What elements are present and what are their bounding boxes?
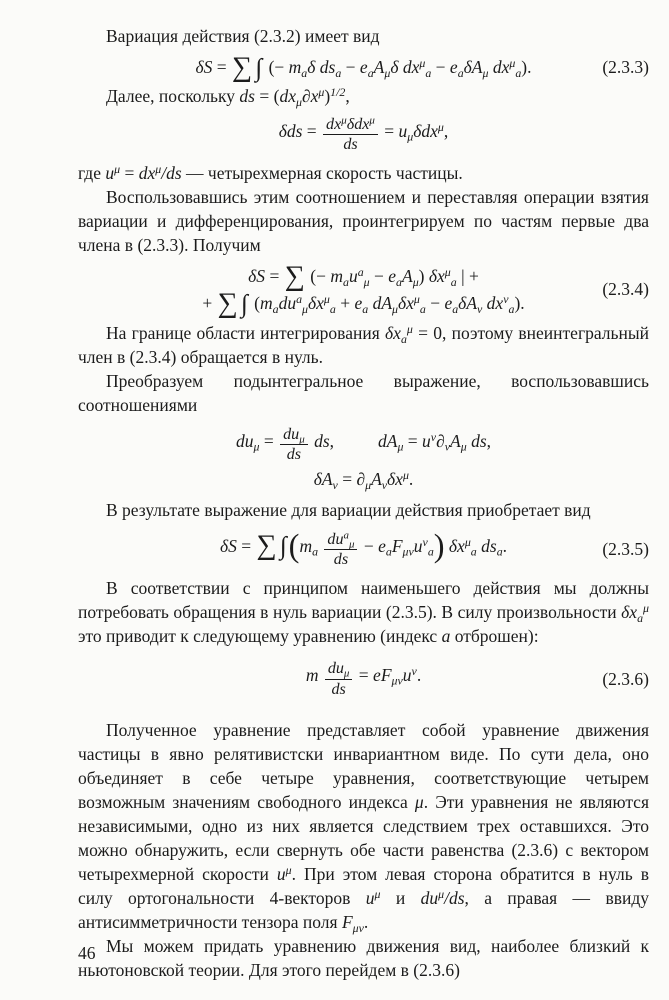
- paragraph-least-action: В соответствии с принципом наименьшего действия мы должны потребовать обращения в нуль вариации (2.3.5). В силу произвольности $\delta x_a^\mu$ это приводит к следующему уравнению (индекс a отброшен):: [78, 578, 649, 647]
- equation-2-3-3-body: δS = ∑ ∫ (− $m_a\delta$ $ds_a - e_aA_\mu\delta$ $dx^\mu_a - e_a\delta A_\mu$ $dx^\mu_a$).: [195, 51, 532, 83]
- equation-2-3-4-line2: + ∑ ∫ ($m_adu^a_\mu\delta x^\mu_a + e_a$ $dA_\mu\delta x^\mu_a - e_a\delta A_\nu$ $dx^\nu_a$).: [202, 287, 525, 319]
- equation-number-2-3-4: (2.3.4): [602, 279, 649, 300]
- equation-du-relations: [78, 426, 649, 491]
- paragraph-four-velocity: где $u^\mu = dx^\mu/ds$ — четырехмерная скорость частицы.: [78, 161, 463, 183]
- equation-2-3-3: [78, 51, 649, 83]
- paragraph-integrate-by-parts: Воспользовавшись этим соотношением и переставляя операции взятия вариации и дифференцирования, проинтегрируем по частям первые два члена в (2.3.3). Получим: [78, 186, 649, 255]
- equation-2-3-6-body: m $\frac{du_\mu}{ds}$ = $eF_{\mu\nu}u^\nu$.: [305, 660, 422, 698]
- page-number: 46: [78, 943, 96, 963]
- equation-2-3-4: [78, 260, 649, 319]
- paragraph-transform-integrand: Преобразуем подынтегральное выражение, воспользовавшись соотношениями: [78, 370, 649, 415]
- paragraph-result-intro: В результате выражение для вариации действия приобретает вид: [106, 499, 591, 520]
- equation-delta-ds: [78, 116, 649, 154]
- paragraph-boundary-term: На границе области интегрирования $\delta x_a^\mu = 0$, поэтому внеинтегральный член в (2.3.4) обращается в нуль.: [78, 321, 649, 367]
- equation-number-2-3-3: (2.3.3): [602, 57, 649, 77]
- equation-2-3-5: [78, 527, 649, 569]
- equation-2-3-6: [78, 660, 649, 698]
- equation-2-3-4-line1: δS = ∑ (− $m_au^a_\mu - e_aA_\mu$) $\delta x^\mu_a$ | +: [248, 260, 479, 292]
- paragraph-ds-definition: Далее, поскольку ds = $(dx_\mu\partial x^\mu)^{1/2}$,: [106, 85, 350, 109]
- equation-du-line2: $\delta A_\nu = \partial_\mu A_\nu\delta x^\mu$.: [313, 467, 414, 492]
- equation-delta-ds-body: δds = $\frac{dx^\mu\delta dx^\mu}{ds}$ = $u_\mu\delta dx^\mu$,: [278, 114, 449, 154]
- equation-number-2-3-5: (2.3.5): [602, 539, 649, 560]
- paragraph-variation-intro: Вариация действия (2.3.2) имеет вид: [106, 26, 380, 46]
- paragraph-equation-discussion: Полученное уравнение представляет собой уравнение движения частицы в явно релятивистски инвариантном виде. По сути дела, оно объединяет в себе четыре уравнения, соответствующие четырем возможным значениям свободного индекса μ. Эти уравнения не являются независимыми, одно из них является следствием трех оставшихся. Это можно обнаружить, если свернуть обе части равенства (2.3.6) с вектором четырехмерной скорости $u^\mu$. При этом левая сторона обратится в нуль в силу ортогональности 4-векторов $u^\mu$ и $du^\mu/ds$, а правая — ввиду антисимметричности тензора поля $F_{\mu\nu}$.: [78, 720, 649, 935]
- equation-2-3-5-body: δS = ∑ $\int(m_a$ $\frac{du^a_\mu}{ds}$ − $e_aF_{\mu\nu}u^\nu_a$) $\delta x^\mu_a$ $ds_a$.: [219, 527, 508, 568]
- equation-du-line1: $du_\mu$ = $\frac{du_\mu}{ds}$ ds, $dA_\mu = u^\nu\partial_\nu A_\mu$ ds,: [236, 425, 491, 464]
- equation-number-2-3-6: (2.3.6): [602, 669, 649, 690]
- paragraph-newtonian-form: Мы можем придать уравнению движения вид, наиболее близкий к ньютоновской теории. Для этого перейдем в (2.3.6): [78, 936, 649, 980]
